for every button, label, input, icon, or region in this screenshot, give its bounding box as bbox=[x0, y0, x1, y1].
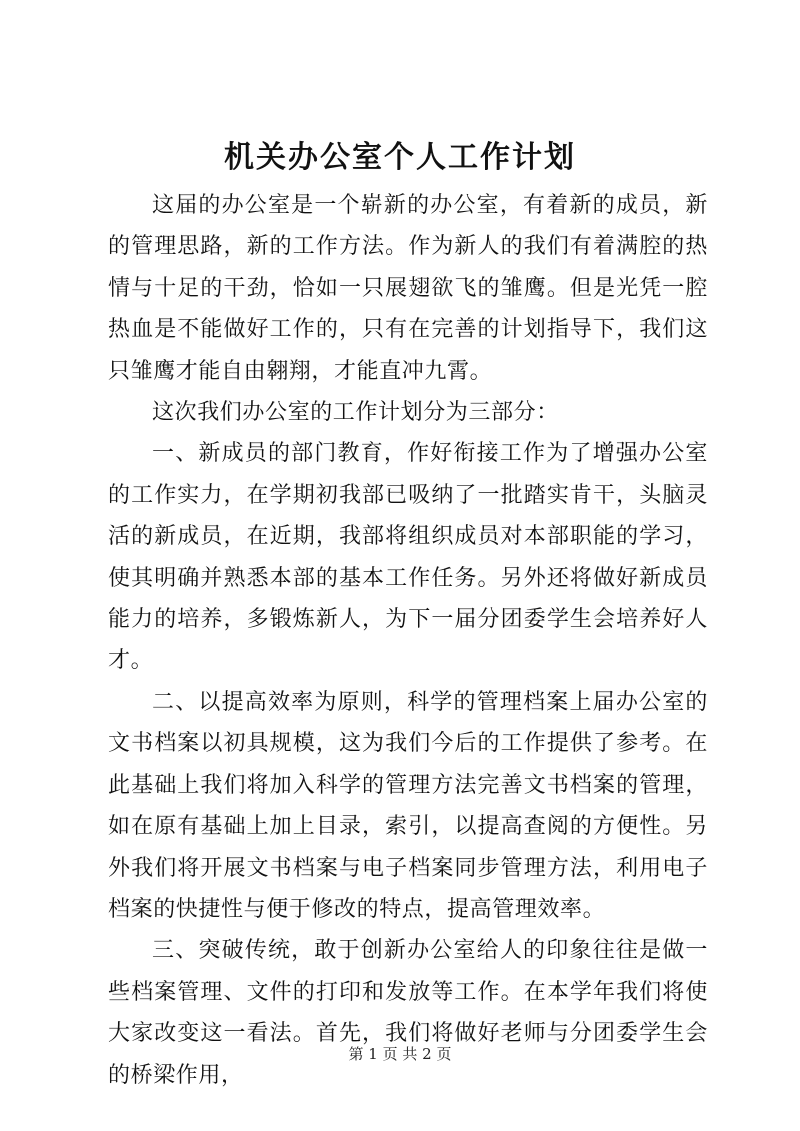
paragraph-section-one: 一、新成员的部门教育，作好衔接工作为了增强办公室的工作实力，在学期初我部已吸纳了一批踏实肯干，头脑灵活的新成员，在近期，我部将组织成员对本部职能的学习，使其明确并熟悉本部的基本工作任务。另外还将做好新成员能力的培养，多锻炼新人，为下一届分团委学生会培养好人才。 bbox=[108, 441, 708, 674]
page-footer: 第 1 页 共 2 页 bbox=[348, 1045, 452, 1063]
page-title: 机关办公室个人工作计划 bbox=[224, 140, 576, 175]
document-body bbox=[108, 185, 708, 1096]
paragraph-overview: 这次我们办公室的工作计划分为三部分： bbox=[152, 400, 559, 426]
paragraph-section-three: 三、突破传统，敢于创新办公室给人的印象往往是做一些档案管理、文件的打印和发放等工作。在本学年我们将使大家改变这一看法。首先，我们将做好老师与分团委学生会的桥梁作用， bbox=[108, 938, 708, 1088]
paragraph-intro: 这届的办公室是一个崭新的办公室，有着新的成员，新的管理思路，新的工作方法。作为新人的我们有着满腔的热情与十足的干劲，恰如一只展翅欲飞的雏鹰。但是光凭一腔热血是不能做好工作的，只有在完善的计划指导下，我们这只雏鹰才能自由翱翔，才能直冲九霄。 bbox=[108, 193, 708, 384]
paragraph-section-two: 二、以提高效率为原则，科学的管理档案上届办公室的文书档案以初具规模，这为我们今后的工作提供了参考。在此基础上我们将加入科学的管理方法完善文书档案的管理，如在原有基础上加上目录，索引，以提高查阅的方便性。另外我们将开展文书档案与电子档案同步管理方法，利用电子档案的快捷性与便于修改的特点，提高管理效率。 bbox=[108, 689, 708, 922]
